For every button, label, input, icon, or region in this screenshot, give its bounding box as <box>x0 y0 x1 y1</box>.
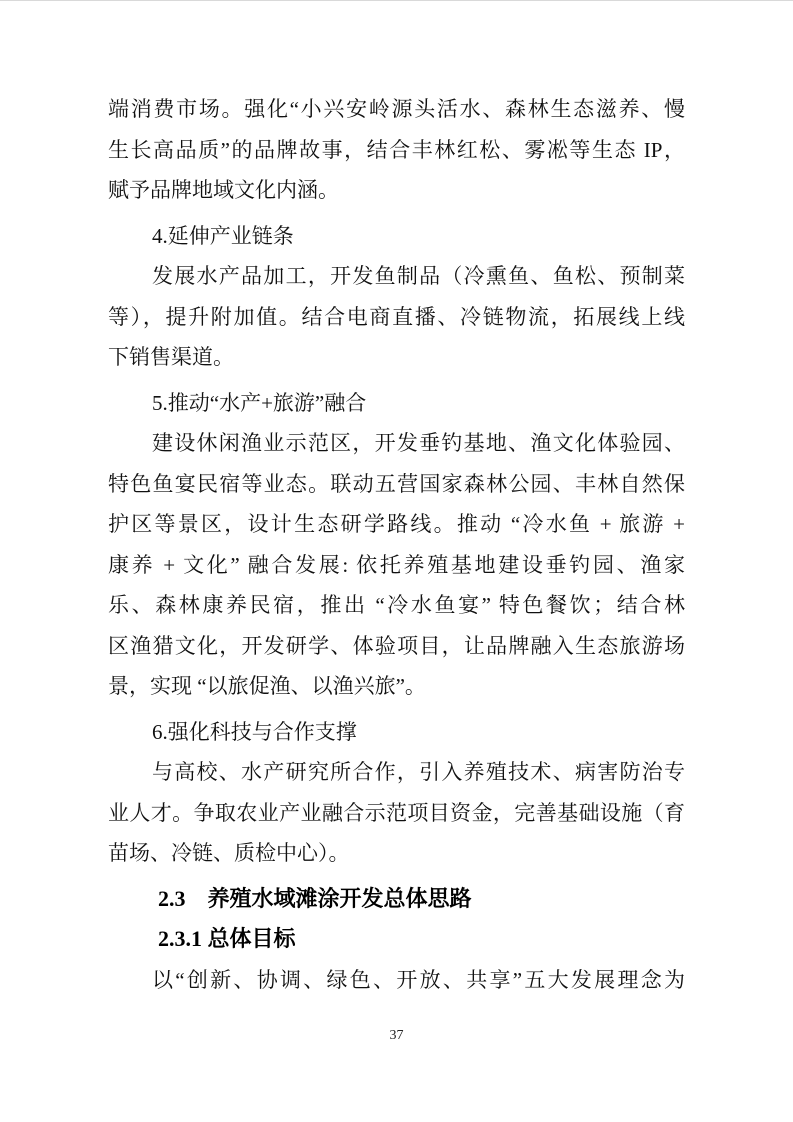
subsection-heading: 2.3.1 总体目标 <box>158 926 296 951</box>
text-line: 等），提升附加值。结合电商直播、冷链物流，拓展线上线 <box>108 304 685 329</box>
section-heading: 2.3 养殖水域滩涂开发总体思路 <box>158 885 472 911</box>
text-line: 护区等景区，设计生态研学路线。推动 “冷水鱼 + 旅游 + <box>108 512 685 536</box>
numbered-item-heading: 6.强化科技与合作支撑 <box>152 719 357 744</box>
text-line: 苗场、冷链、质检中心）。 <box>108 841 350 865</box>
text-line: 与高校、水产研究所合作，引入养殖技术、病害防治专 <box>152 760 685 784</box>
text-line: 乐、森林康养民宿，推出 “冷水鱼宴” 特色餐饮；结合林 <box>108 593 685 617</box>
page-number: 37 <box>389 1028 404 1043</box>
numbered-item-heading: 4.延伸产业链条 <box>152 223 294 248</box>
text-line: 建设休闲渔业示范区，开发垂钓基地、渔文化体验园、 <box>152 431 685 455</box>
numbered-item-heading: 5.推动“水产+旅游”融合 <box>152 390 367 415</box>
text-line: 康养 + 文化” 融合发展: 依托养殖基地建设垂钓园、渔家 <box>108 552 685 577</box>
text-line: 特色鱼宴民宿等业态。联动五营国家森林公园、丰林自然保 <box>108 471 685 496</box>
text-line: 景，实现 “以旅促渔、以渔兴旅”。 <box>108 674 426 698</box>
text-line: 发展水产品加工，开发鱼制品（冷熏鱼、鱼松、预制菜 <box>152 264 685 288</box>
text-line: 生长高品质”的品牌故事，结合丰林红松、雾凇等生态 IP， <box>108 137 685 162</box>
text-line: 赋予品牌地域文化内涵。 <box>108 178 339 202</box>
text-line: 区渔猎文化，开发研学、体验项目，让品牌融入生态旅游场 <box>108 633 685 658</box>
text-line: 下销售渠道。 <box>108 345 234 369</box>
text-line: 以“创新、协调、绿色、开放、共享”五大发展理念为 <box>152 967 685 992</box>
document-body <box>108 89 685 1000</box>
text-line: 端消费市场。强化“小兴安岭源头活水、森林生态滋养、慢 <box>108 97 685 121</box>
text-line: 业人才。争取农业产业融合示范项目资金，完善基础设施（育 <box>108 800 685 825</box>
